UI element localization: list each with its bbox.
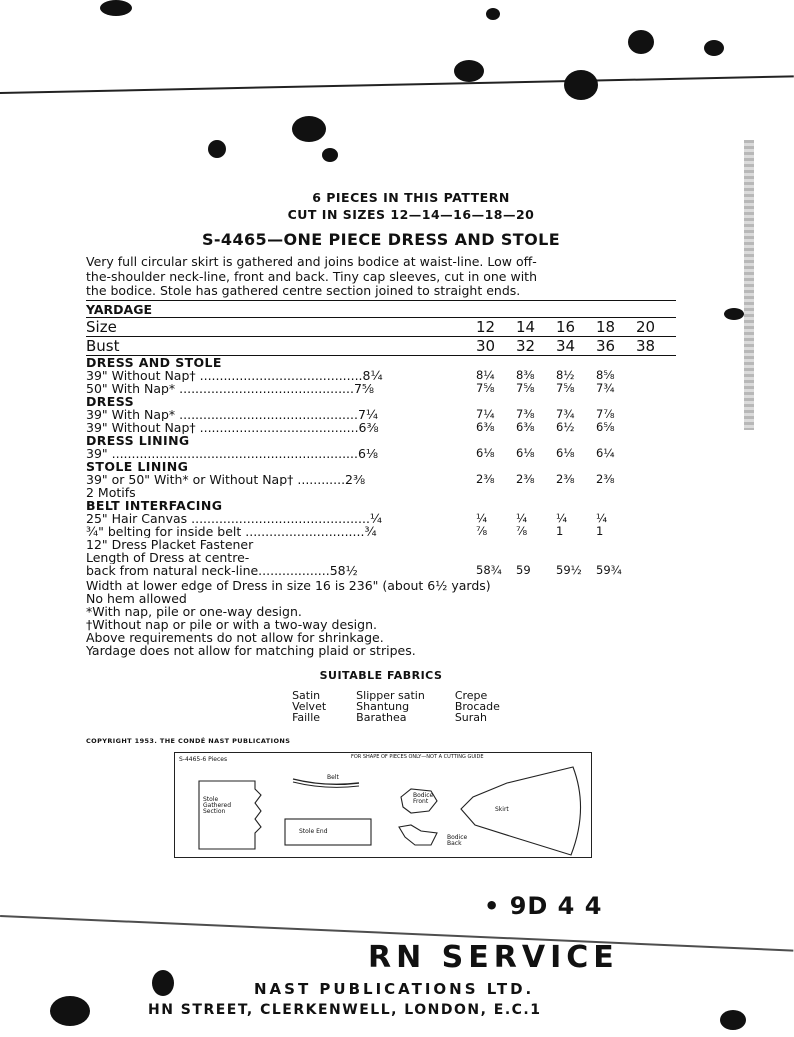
publisher-address: HN STREET, CLERKENWELL, LONDON, E.C.1: [148, 1002, 542, 1018]
yardage-value: ¼: [596, 510, 608, 525]
yardage-value: ¼: [556, 510, 568, 525]
bodice-front-label-line: Front: [413, 798, 429, 805]
ink-blot: [152, 970, 174, 996]
section-label: DRESS LINING: [86, 433, 190, 447]
bodice-back-label-line: Bodice: [447, 834, 468, 841]
yardage-row: [86, 447, 676, 460]
yardage-row: [86, 369, 676, 382]
section-label: DRESS: [86, 394, 134, 408]
stole-gathered-piece: [199, 781, 261, 849]
fabric-column: [292, 690, 326, 723]
description-line: Very full circular skirt is gathered and joins bodice at waist-line. Low off-: [86, 254, 537, 269]
bust-label: Bust: [86, 336, 476, 355]
fabric-name: Satin: [292, 688, 321, 702]
stole-end-label: Stole End: [299, 828, 328, 835]
stole-gathered-label-line: Gathered: [203, 802, 232, 809]
pieces-outline-drawing: [175, 753, 591, 857]
pattern-title: S-4465—ONE PIECE DRESS AND STOLE: [201, 230, 561, 249]
copyright-notice: COPYRIGHT 1953. THE CONDÉ NAST PUBLICATIONS: [86, 736, 291, 745]
fabric-name: Velvet: [292, 699, 327, 713]
yardage-value: 8¼: [476, 367, 495, 382]
ink-blot: [292, 116, 326, 142]
ink-blot: [486, 8, 500, 20]
section-row: [86, 355, 676, 369]
yardage-value: 6⅛: [476, 445, 495, 460]
yardage-value: 8⅜: [516, 367, 535, 382]
yardage-item-label: back from natural neck-line..................58½: [86, 563, 358, 577]
fabric-column: [356, 690, 425, 723]
yardage-value: ¼: [516, 510, 528, 525]
note-line: No hem allowed: [86, 590, 187, 606]
yardage-heading: YARDAGE: [86, 300, 676, 317]
diagram-caption: FOR SHAPE OF PIECES ONLY—NOT A CUTTING GUIDE: [351, 754, 484, 760]
ink-blot: [564, 70, 598, 100]
section-label: STOLE LINING: [86, 459, 189, 473]
section-row: [86, 434, 676, 447]
item-row: [86, 486, 676, 499]
yardage-value: 7⅝: [516, 380, 535, 395]
bodice-front-label: [413, 793, 433, 805]
section-label: DRESS AND STOLE: [86, 355, 222, 369]
note-line: Width at lower edge of Dress in size 16 is 236" (about 6½ yards): [86, 577, 491, 593]
yardage-value: 59½: [556, 562, 582, 577]
yardage-value: ¼: [476, 510, 488, 525]
yardage-table: [86, 317, 676, 577]
yardage-item-label: 39" With Nap* .............................................7¼: [86, 407, 379, 421]
yardage-value: ⅞: [476, 523, 488, 538]
section-row: [86, 460, 676, 473]
ink-blot: [454, 60, 484, 82]
bodice-back-label-line: Back: [447, 840, 462, 847]
stole-gathered-label-line: Section: [203, 808, 226, 815]
yardage-row: [86, 473, 676, 486]
yardage-item-label: 39" Without Nap† .........................................8¼: [86, 368, 383, 382]
yardage-value: 7¾: [556, 406, 575, 421]
yardage-value: 2⅜: [556, 471, 575, 486]
size-value: 16: [556, 317, 596, 336]
item-label: 2 Motifs: [86, 485, 136, 499]
fabric-name: Shantung: [356, 699, 410, 713]
yardage-item-label: 39" Without Nap† ........................................6⅜: [86, 420, 379, 434]
skirt-label: Skirt: [495, 806, 509, 813]
yardage-row: [86, 408, 676, 421]
ink-blot: [322, 148, 338, 162]
yardage-value: 2⅜: [596, 471, 615, 486]
cut-sizes: CUT IN SIZES 12—14—16—18—20: [287, 207, 535, 222]
yardage-value: 8⅝: [596, 367, 615, 382]
fabric-column: [455, 690, 500, 723]
yardage-value: 7¾: [596, 380, 615, 395]
yardage-item-label: ¾" belting for inside belt ..............................¾: [86, 524, 377, 538]
ink-blot: [720, 1010, 746, 1030]
section-row: [86, 499, 676, 512]
bodice-back-label: [447, 835, 467, 847]
item-row: [86, 538, 676, 551]
yardage-value: 1: [556, 523, 564, 538]
torn-edge-top: [0, 75, 794, 98]
pattern-pieces-diagram: [174, 752, 592, 858]
yardage-value: 59¾: [596, 562, 622, 577]
fabric-name: Brocade: [454, 699, 500, 713]
note-line: Yardage does not allow for matching plaid or stripes.: [86, 642, 416, 658]
yardage-value: 59: [516, 562, 531, 577]
yardage-value: 7⅞: [596, 406, 615, 421]
yardage-item-label: 39" or 50" With* or Without Nap† ............2⅜: [86, 472, 366, 486]
skirt-piece: [461, 767, 581, 855]
fabric-name: Barathea: [356, 710, 407, 724]
ink-blot: [628, 30, 654, 54]
suitable-fabrics-list: [116, 690, 676, 723]
size-label: Size: [86, 317, 476, 336]
ink-blot: [208, 140, 226, 158]
bust-value: 32: [516, 336, 556, 355]
yardage-value: 6⅜: [516, 419, 535, 434]
yardage-row: [86, 564, 676, 577]
size-value: 20: [636, 317, 676, 336]
stole-end-piece: [285, 819, 371, 845]
pattern-code-stamp: • 9D 4 4: [484, 892, 603, 920]
yardage-value: 7⅝: [476, 380, 495, 395]
note-line: †Without nap or pile or with a two-way design.: [86, 616, 377, 632]
pattern-instructions: [86, 190, 676, 745]
note-line: *With nap, pile or one-way design.: [86, 603, 302, 619]
diagram-corner-label: S-4465-6 Pieces: [179, 756, 228, 763]
yardage-value: 7⅜: [516, 406, 535, 421]
section-label: BELT INTERFACING: [86, 498, 223, 512]
yardage-value: 2⅜: [516, 471, 535, 486]
yardage-value: 1: [596, 523, 604, 538]
bust-value: 36: [596, 336, 636, 355]
scan-edge-strip: [744, 140, 754, 430]
stole-gathered-label: [203, 797, 231, 815]
yardage-item-label: 50" With Nap* ............................................7⅝: [86, 381, 375, 395]
pattern-header: [146, 190, 676, 222]
pieces-count: 6 PIECES IN THIS PATTERN: [312, 190, 510, 205]
yardage-value: 6⅝: [596, 419, 615, 434]
yardage-value: 6⅛: [556, 445, 575, 460]
size-value: 18: [596, 317, 636, 336]
yardage-row: [86, 382, 676, 395]
description-line: the bodice. Stole has gathered centre section joined to straight ends.: [86, 283, 521, 298]
bodice-front-label-line: Bodice: [413, 792, 434, 799]
pattern-description: [86, 255, 676, 299]
fabric-name: Faille: [292, 710, 321, 724]
yardage-value: 7¼: [476, 406, 495, 421]
suitable-fabrics-heading: SUITABLE FABRICS: [319, 668, 443, 682]
yardage-value: ⅞: [516, 523, 528, 538]
bodice-back-piece: [399, 825, 437, 845]
yardage-value: 6⅜: [476, 419, 495, 434]
ink-blot: [724, 308, 744, 320]
yardage-row: [86, 525, 676, 538]
fabric-name: Crepe: [454, 688, 488, 702]
publisher-name: NAST PUBLICATIONS LTD.: [254, 980, 535, 998]
bust-row: [86, 336, 676, 355]
yardage-item-label: 39" ..............................................................6⅛: [86, 446, 379, 460]
yardage-item-label: 25" Hair Canvas .............................................¼: [86, 511, 383, 525]
item-label: Length of Dress at centre-: [86, 550, 250, 564]
section-row: [86, 395, 676, 408]
yardage-value: 6¼: [596, 445, 615, 460]
pattern-service-heading: RN SERVICE: [368, 940, 619, 975]
note-line: Above requirements do not allow for shrinkage.: [86, 629, 384, 645]
fabric-name: Slipper satin: [356, 688, 425, 702]
belt-label: Belt: [327, 774, 339, 781]
fabric-name: Surah: [454, 710, 488, 724]
ink-blot: [50, 996, 90, 1026]
belt-piece: [293, 779, 359, 784]
yardage-value: 8½: [556, 367, 575, 382]
item-row: [86, 551, 676, 564]
description-line: the-shoulder neck-line, front and back. Tiny cap sleeves, cut in one with: [86, 268, 537, 284]
stole-gathered-label-line: Stole: [203, 796, 219, 803]
size-row: [86, 317, 676, 336]
bust-value: 30: [476, 336, 516, 355]
yardage-value: 2⅜: [476, 471, 495, 486]
yardage-value: 58¾: [476, 562, 502, 577]
yardage-value: 7⅝: [556, 380, 575, 395]
size-value: 12: [476, 317, 516, 336]
bust-value: 38: [636, 336, 676, 355]
ink-blot: [100, 0, 132, 16]
size-value: 14: [516, 317, 556, 336]
yardage-value: 6½: [556, 419, 575, 434]
yardage-row: [86, 421, 676, 434]
yardage-row: [86, 512, 676, 525]
yardage-value: 6⅛: [516, 445, 535, 460]
item-label: 12" Dress Placket Fastener: [86, 537, 254, 551]
bust-value: 34: [556, 336, 596, 355]
yardage-notes: [86, 579, 676, 657]
ink-blot: [704, 40, 724, 56]
